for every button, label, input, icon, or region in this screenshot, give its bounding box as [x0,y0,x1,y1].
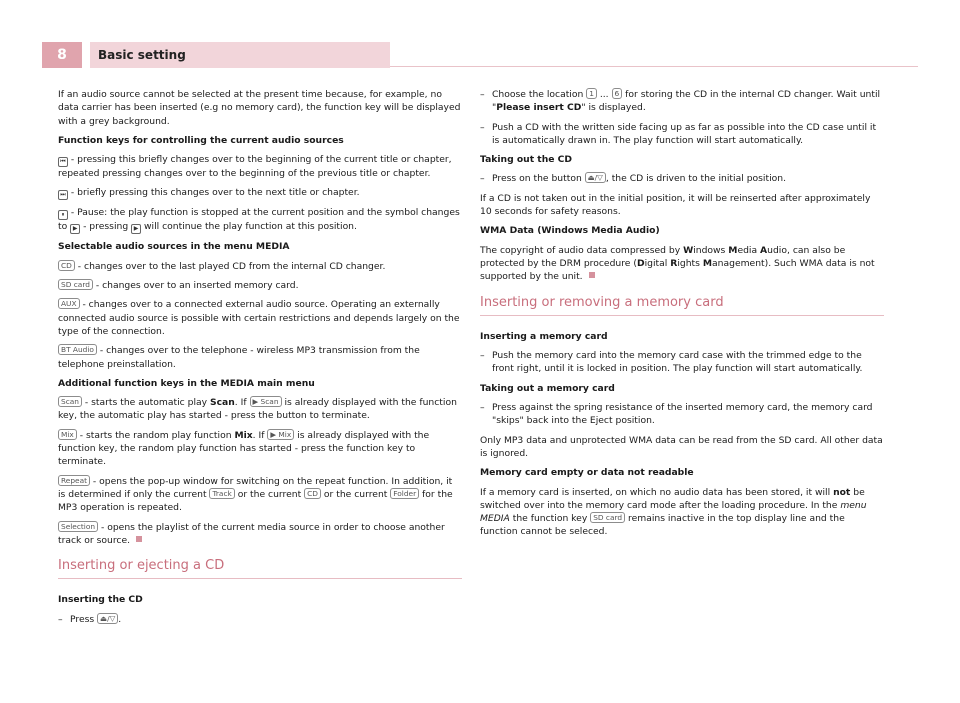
prev-track-item: ⏮ - pressing this briefly changes over to the beginning of the current title or chapter, repeated pressing changes over to the beginning of the previous title or chapter. [58,154,452,180]
pause-icon: ⏸ [58,210,68,220]
push-cd-step: – Push a CD with the written side facing up as far as possible into the CD case until it is automatically drawn in. The play function will start automatically. [480,121,884,148]
wma-heading: WMA Data (Windows Media Audio) [480,225,660,237]
taking-out-cd-heading: Taking out the CD [480,154,573,166]
eject-key-label: ⏏/▽ [585,172,606,183]
function-keys-heading: Function keys for controlling the current audio sources [58,134,344,146]
reinsert-paragraph: If a CD is not taken out in the initial position, it will be reinserted after approximately 10 seconds for safety reasons. [480,192,871,218]
pause-item: ⏸ - Pause: the play function is stopped at the current position and the symbol changes to ▶ - pressing ▶ will continue the play function at this position. [58,207,460,233]
next-track-item: ⏭ - briefly pressing this changes over to the next title or chapter. [58,186,462,200]
sd-card-key-label: SD card [590,512,625,523]
mix-key-label: Mix [58,429,77,440]
aux-source-item: AUX - changes over to a connected external audio source. Operating an externally connected audio source is possible with certain restrictions and depends largely on the type of the connection. [58,299,460,337]
heading-rule [480,315,884,316]
mix-item: Mix - starts the random play function Mix. If ▶ Mix is already displayed with the function key, the random play function has started - press the function key to terminate. [58,429,430,468]
press-eject-button-step: – Press on the button ⏏/▽ , the CD is driven to the initial position. [480,172,884,185]
right-column [480,88,884,545]
track-key-label: Track [209,488,234,499]
sd-source-item: SD card - changes over to an inserted memory card. [58,279,462,292]
selection-item: Selection - opens the playlist of the current media source in order to choose another track or source. [58,521,445,546]
scan-playing-key-label: ▶ Scan [250,396,282,407]
inserting-memory-card-heading: Inserting a memory card [480,330,608,342]
taking-out-memory-card-heading: Taking out a memory card [480,382,615,394]
header-rule [390,66,918,67]
cd-key-label: CD [58,260,75,271]
section-end-marker [589,272,595,278]
page-header [0,42,960,68]
bt-audio-key-label: BT Audio [58,344,97,355]
next-track-icon: ⏭ [58,190,68,200]
play-icon: ▶ [131,224,141,234]
bt-source-item: BT Audio - changes over to the telephone - wireless MP3 transmission from the telephone preinstallation. [58,345,420,370]
selectable-sources-heading: Selectable audio sources in the menu MEDIA [58,241,290,253]
scan-key-label: Scan [58,396,82,407]
section-title: Basic setting [90,42,390,68]
repeat-item: Repeat - opens the pop-up window for switching on the repeat function. In addition, it is determined if only the current Track or the current CD or the current Folder for the MP3 operation is repeated. [58,475,453,514]
eject-key-label: ⏏/▽ [97,613,118,624]
cd-key-label: CD [304,488,321,499]
cd-source-item: CD - changes over to the last played CD from the internal CD changer. [58,260,462,273]
heading-rule [58,578,462,579]
section-end-marker [136,536,142,542]
press-eject-step: – Press ⏏/▽ . [58,613,462,626]
intro-paragraph: If an audio source cannot be selected at the present time because, for example, no data carrier has been inserted (e.g no memory card), the function key will be displayed with a grey background. [58,89,461,127]
location-1-key-label: 1 [586,88,597,99]
memory-card-heading: Inserting or removing a memory card [480,294,724,310]
additional-keys-heading: Additional function keys in the MEDIA main menu [58,377,315,389]
insert-eject-cd-heading: Inserting or ejecting a CD [58,558,225,574]
wma-paragraph: The copyright of audio data compressed by Windows Media Audio, can also be protected by the DRM procedure (Digital Rights Management). Such WMA data is not supported by the unit. [480,244,875,283]
play-icon: ▶ [70,224,80,234]
choose-location-step: – Choose the location 1 ... 6 for storing the CD in the internal CD changer. Wait until "Please insert CD" is displayed. [480,88,884,115]
push-memory-card-step: – Push the memory card into the memory card case with the trimmed edge to the front right, until it is locked in position. The play function will start automatically. [480,349,884,376]
memory-card-empty-heading: Memory card empty or data not readable [480,467,694,479]
left-column [58,88,462,632]
previous-track-icon: ⏮ [58,157,68,167]
folder-key-label: Folder [390,488,419,499]
location-6-key-label: 6 [612,88,623,99]
page-number: 8 [42,42,82,68]
memory-card-empty-paragraph: If a memory card is inserted, on which no audio data has been stored, it will not be switched over into the memory card mode after the loading procedure. In the menu MEDIA the function key SD card remains inactive in the top display line and the function cannot be seleced. [480,486,867,538]
scan-item: Scan - starts the automatic play Scan. If ▶ Scan is already displayed with the function key, the automatic play has started - press the button to terminate. [58,397,457,422]
selection-key-label: Selection [58,521,98,532]
inserting-cd-heading: Inserting the CD [58,594,143,606]
repeat-key-label: Repeat [58,475,90,486]
only-mp3-paragraph: Only MP3 data and unprotected WMA data can be read from the SD card. All other data is ignored. [480,434,883,459]
press-against-step: – Press against the spring resistance of the inserted memory card, the memory card "skips" back into the Eject position. [480,401,884,428]
mix-playing-key-label: ▶ Mix [267,429,294,440]
aux-key-label: AUX [58,298,80,309]
sd-card-key-label: SD card [58,279,93,290]
